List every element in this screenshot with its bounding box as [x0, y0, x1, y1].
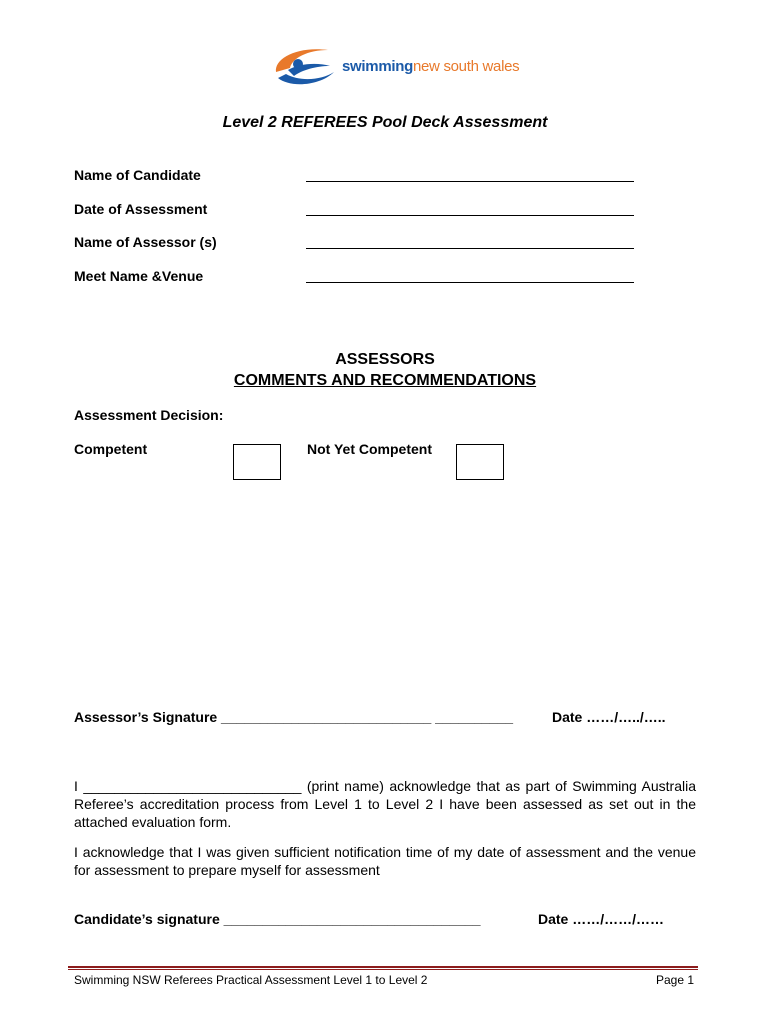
- page-title: Level 2 REFEREES Pool Deck Assessment: [222, 114, 548, 131]
- field-line-candidate[interactable]: [306, 181, 634, 182]
- logo-wordmark: [342, 58, 519, 75]
- footer-text: Swimming NSW Referees Practical Assessment Level 1 to Level 2: [74, 973, 428, 987]
- decision-label: Assessment Decision:: [74, 407, 224, 423]
- not-yet-competent-label: Not Yet Competent: [307, 441, 432, 457]
- field-line-date[interactable]: [306, 215, 634, 216]
- page-number: Page 1: [656, 973, 695, 987]
- field-label-assessor: Name of Assessor (s): [74, 234, 217, 250]
- field-line-meet[interactable]: [306, 282, 634, 283]
- acknowledgement-paragraph: I ____________________________ (print name) acknowledge that as part of Swimming Australia Referee’s accreditation process from Level 1 to Level 2 I have been assessed as set out in the attached evaluation form.: [74, 778, 696, 830]
- footer-rule: [68, 966, 698, 968]
- logo-word-nsw: new south wales: [412, 58, 520, 75]
- not-yet-competent-checkbox[interactable]: [456, 444, 504, 480]
- competent-checkbox[interactable]: [233, 444, 281, 480]
- footer-rule-thin: [68, 969, 698, 970]
- logo-word-swimming: swimming: [342, 58, 413, 75]
- candidate-date-field[interactable]: Date ……/……/……: [538, 911, 665, 927]
- section-heading-comments: COMMENTS AND RECOMMENDATIONS: [233, 372, 537, 389]
- notification-paragraph: I acknowledge that I was given sufficient notification time of my date of assessment and the venue for assessment to prepare myself for assessment: [74, 844, 696, 878]
- assessor-date-field[interactable]: Date ……/…../…..: [552, 709, 666, 725]
- field-label-date: Date of Assessment: [74, 201, 208, 217]
- field-line-assessor[interactable]: [306, 248, 634, 249]
- field-label-meet: Meet Name &Venue: [74, 268, 204, 284]
- competent-label: Competent: [74, 441, 148, 457]
- field-label-candidate: Name of Candidate: [74, 167, 201, 183]
- candidate-signature-field[interactable]: Candidate’s signature _________________________________: [74, 911, 481, 927]
- assessor-signature-field[interactable]: Assessor’s Signature ___________________________ __________: [74, 709, 514, 725]
- section-heading-assessors: ASSESSORS: [335, 351, 435, 368]
